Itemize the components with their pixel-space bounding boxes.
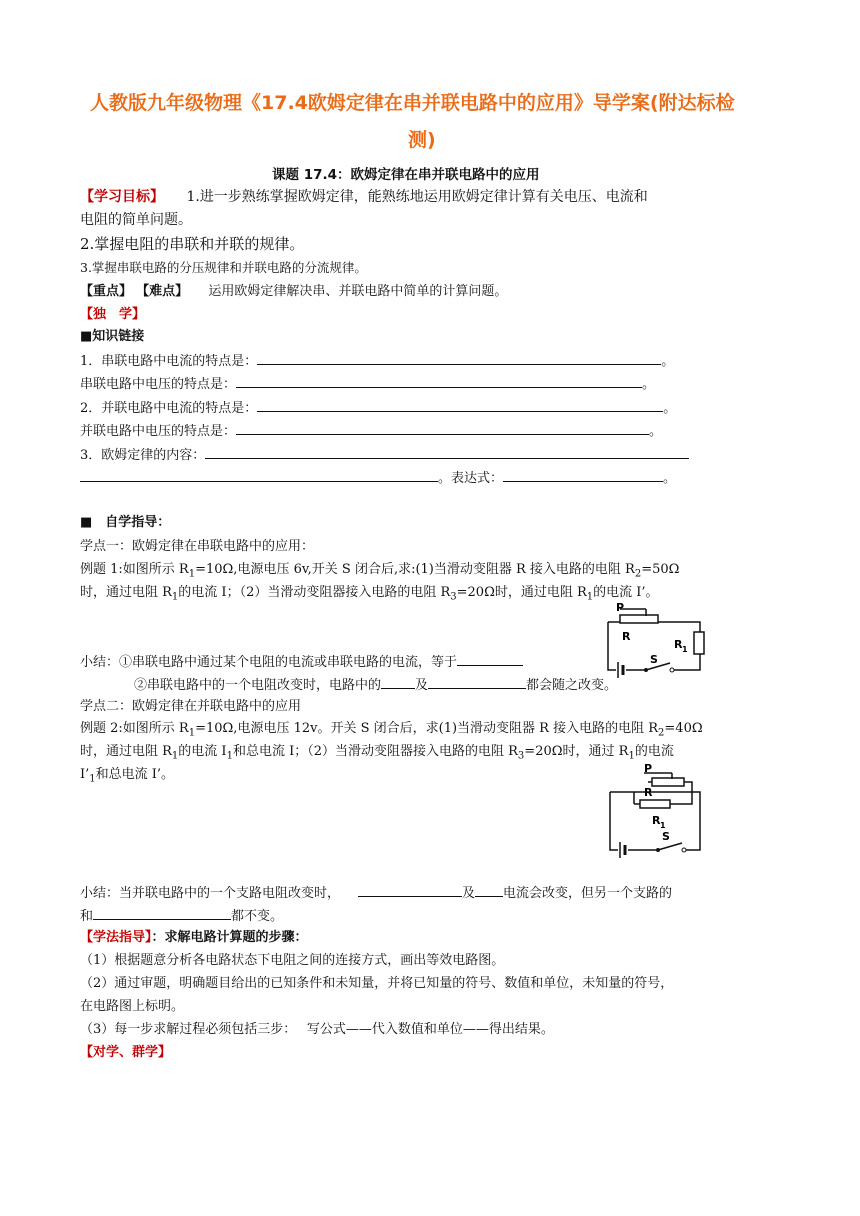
ex2-sub-r2: 2 xyxy=(658,727,665,739)
circuit1-label-r1: R xyxy=(674,638,683,651)
sum1-a: 小结：①串联电路中通过某个电阻的电流或串联电路的电流，等于 xyxy=(80,655,458,670)
guide-header: ■ 自学指导： xyxy=(80,515,171,530)
circuit1-label-s: S xyxy=(650,653,658,666)
sum2-blank-1[interactable] xyxy=(358,881,462,897)
q3-text: 3．欧姆定律的内容： xyxy=(80,448,206,463)
q1-text: 1．串联电路中电流的特点是： xyxy=(80,354,258,369)
ex2-b: =10Ω,电源电压 12v。开关 S 闭合后，求(1)当滑动变阻器 R 接入电路的电阻 R xyxy=(195,721,659,736)
knowledge-q2b xyxy=(80,419,662,443)
q1b-text: 串联电路中电压的特点是： xyxy=(80,377,237,392)
method-step2b: 在电路图上标明。 xyxy=(80,999,185,1014)
circuit1-label-r1-sub: 1 xyxy=(682,645,688,654)
sum2-a: 小结：当并联电路中的一个支路电阻改变时， xyxy=(80,886,341,901)
sum1-c: 及 xyxy=(415,678,429,693)
sum2-blank-2[interactable] xyxy=(475,881,503,897)
objectives-label: 【学习目标】 xyxy=(80,189,164,205)
self-study-label: 【独 学】 xyxy=(80,307,146,322)
ex2-sub-i1: 1 xyxy=(226,750,233,762)
circuit1-label-p: P xyxy=(616,601,625,614)
ex2-sub-i1b: 1 xyxy=(89,773,96,785)
method-step2a: （2）通过审题，明确题目给出的已知条件和未知量，并将已知量的符号、数值和单位，未知量的符号， xyxy=(80,976,674,991)
summary1-line2 xyxy=(134,673,617,697)
ex2-sub-r1c: 1 xyxy=(628,750,635,762)
circuit2-label-r1: R xyxy=(652,814,661,827)
q2-text: 2．并联电路中电流的特点是： xyxy=(80,401,258,416)
objective-1a: 1.进一步熟练掌握欧姆定律，能熟练地运用欧姆定律计算有关电压、电流和 xyxy=(186,189,648,205)
q1b-blank[interactable] xyxy=(236,372,642,388)
circuit1-label-r: R xyxy=(622,630,631,643)
q2b-end: 。 xyxy=(649,424,663,439)
sum2-b: 及 xyxy=(462,886,476,901)
expr-label: 。表达式： xyxy=(438,471,504,486)
q2-blank[interactable] xyxy=(257,396,663,412)
objectives-line1 xyxy=(80,186,648,208)
sum2-d: 和 xyxy=(80,909,94,924)
ex2-i: I’ xyxy=(80,767,90,782)
knowledge-q3-cont xyxy=(80,466,676,490)
ex1-sub-r2: 2 xyxy=(634,568,642,580)
ex1-g: 的电流 I’。 xyxy=(593,585,659,600)
ex2-e: 的电流 I xyxy=(178,744,227,759)
ex2-c: =40Ω xyxy=(664,721,703,736)
ex1-sub-r3: 3 xyxy=(450,591,457,603)
keypoints-line xyxy=(80,281,507,303)
expr-blank[interactable] xyxy=(503,466,663,482)
circuit1-battery xyxy=(616,662,626,678)
circuit2-switch xyxy=(656,843,686,855)
q1-end: 。 xyxy=(661,354,675,369)
sum2-c: 电流会改变，但另一个支路的 xyxy=(503,886,673,901)
keypoints-text: 运用欧姆定律解决串、并联电路中简单的计算问题。 xyxy=(208,284,508,299)
ex1-c: =50Ω xyxy=(641,562,680,577)
knowledge-q3 xyxy=(80,443,689,467)
ex1-b: =10Ω,电源电压 6v,开关 S 闭合后,求:(1)当滑动变阻器 R 接入电路的电阻 R xyxy=(195,562,635,577)
circuit2-label-r: R xyxy=(644,786,653,799)
example2-line3 xyxy=(80,764,174,791)
parallel-circuit-diagram xyxy=(600,762,716,858)
expr-end: 。 xyxy=(663,471,677,486)
circuit2-battery xyxy=(618,842,628,858)
knowledge-q1 xyxy=(80,349,674,373)
sum1-blank-3[interactable] xyxy=(428,673,526,689)
q3-blank[interactable] xyxy=(205,443,689,459)
objective-3: 3.掌握串联电路的分压规律和并联电路的分流规律。 xyxy=(80,260,367,275)
circuit2-label-s: S xyxy=(662,830,670,843)
keypoint-label: 【重点】 xyxy=(80,284,133,299)
knowledge-q2 xyxy=(80,396,676,420)
series-circuit-diagram xyxy=(588,600,714,682)
page-title-line1: 人教版九年级物理《17.4欧姆定律在串并联电路中的应用》导学案(附达标检 xyxy=(90,92,735,114)
method-header xyxy=(80,927,308,949)
sum2-blank-3[interactable] xyxy=(93,904,231,920)
ex2-sub-r1b: 1 xyxy=(171,750,179,762)
page-title-line2: 测) xyxy=(408,129,436,151)
point1-title: 学点一：欧姆定律在串联电路中的应用： xyxy=(80,539,315,554)
ex2-h: 的电流 xyxy=(634,744,674,759)
circuit1-switch xyxy=(644,663,674,675)
circuit1-rheostat xyxy=(620,615,658,623)
knowledge-header: ■知识链接 xyxy=(80,329,145,344)
q2b-text: 并联电路中电压的特点是： xyxy=(80,424,237,439)
lesson-subtitle: 课题 17.4：欧姆定律在串并联电路中的应用 xyxy=(272,167,540,183)
circuit2-label-r1-sub: 1 xyxy=(660,821,666,830)
sum2-e: 都不变。 xyxy=(231,909,284,924)
q2-end: 。 xyxy=(663,401,677,416)
method-step1: （1）根据题意分析各电路状态下电阻之间的连接方式，画出等效电路图。 xyxy=(80,953,505,968)
ex2-a: 例题 2:如图所示 R xyxy=(80,721,189,736)
sum1-blank[interactable] xyxy=(457,650,523,666)
ex1-sub-r1c: 1 xyxy=(586,591,594,603)
ex2-sub-r1: 1 xyxy=(188,727,196,739)
ex2-sub-r3: 3 xyxy=(517,750,525,762)
sum1-blank-2[interactable] xyxy=(381,673,415,689)
ex2-g: =20Ω时，通过 R xyxy=(524,744,629,759)
summary1-line1 xyxy=(80,650,523,674)
method-label: 【学法指导】 xyxy=(80,930,152,945)
difficulty-label: 【难点】 xyxy=(136,284,189,299)
ex2-j: 和总电流 I’。 xyxy=(95,767,175,782)
ex1-sub-r1b: 1 xyxy=(171,591,179,603)
point2-title: 学点二：欧姆定律在并联电路中的应用 xyxy=(80,699,302,714)
group-study-label: 【对学、群学】 xyxy=(80,1045,172,1060)
circuit1-r1-resistor xyxy=(694,632,704,654)
q3-blank-2[interactable] xyxy=(80,466,438,482)
method-intro: ：求解电路计算题的步骤： xyxy=(151,930,308,945)
summary2-line2 xyxy=(80,904,283,928)
method-step3: （3）每一步求解过程必须包括三步： 写公式——代入数值和单位——得出结果。 xyxy=(80,1022,554,1037)
q2b-blank[interactable] xyxy=(236,419,649,435)
ex1-f: =20Ω时，通过电阻 R xyxy=(456,585,587,600)
ex2-d: 时，通过电阻 R xyxy=(80,744,172,759)
ex2-f: 和总电流 I；（2）当滑动变阻器接入电路的电阻 R xyxy=(232,744,518,759)
ex1-a: 例题 1:如图所示 R xyxy=(80,562,189,577)
circuit2-label-p: P xyxy=(644,762,653,775)
ex1-e: 的电流 I；（2）当滑动变阻器接入电路的电阻 R xyxy=(178,585,451,600)
q1-blank[interactable] xyxy=(257,349,661,365)
ex1-sub-r1: 1 xyxy=(188,568,196,580)
knowledge-q1b xyxy=(80,372,655,396)
objective-2: 2.掌握电阻的串联和并联的规律。 xyxy=(80,235,305,253)
objective-1b: 电阻的简单问题。 xyxy=(80,212,192,228)
sum1-d: 都会随之改变。 xyxy=(526,678,618,693)
ex1-d: 时，通过电阻 R xyxy=(80,585,172,600)
sum1-b: ②串联电路中的一个电阻改变时，电路中的 xyxy=(134,678,382,693)
circuit2-r1-resistor xyxy=(640,800,670,808)
q1b-end: 。 xyxy=(642,377,656,392)
summary2-line1 xyxy=(80,881,672,905)
example1-line2 xyxy=(80,582,659,609)
circuit2-rheostat xyxy=(652,778,684,786)
